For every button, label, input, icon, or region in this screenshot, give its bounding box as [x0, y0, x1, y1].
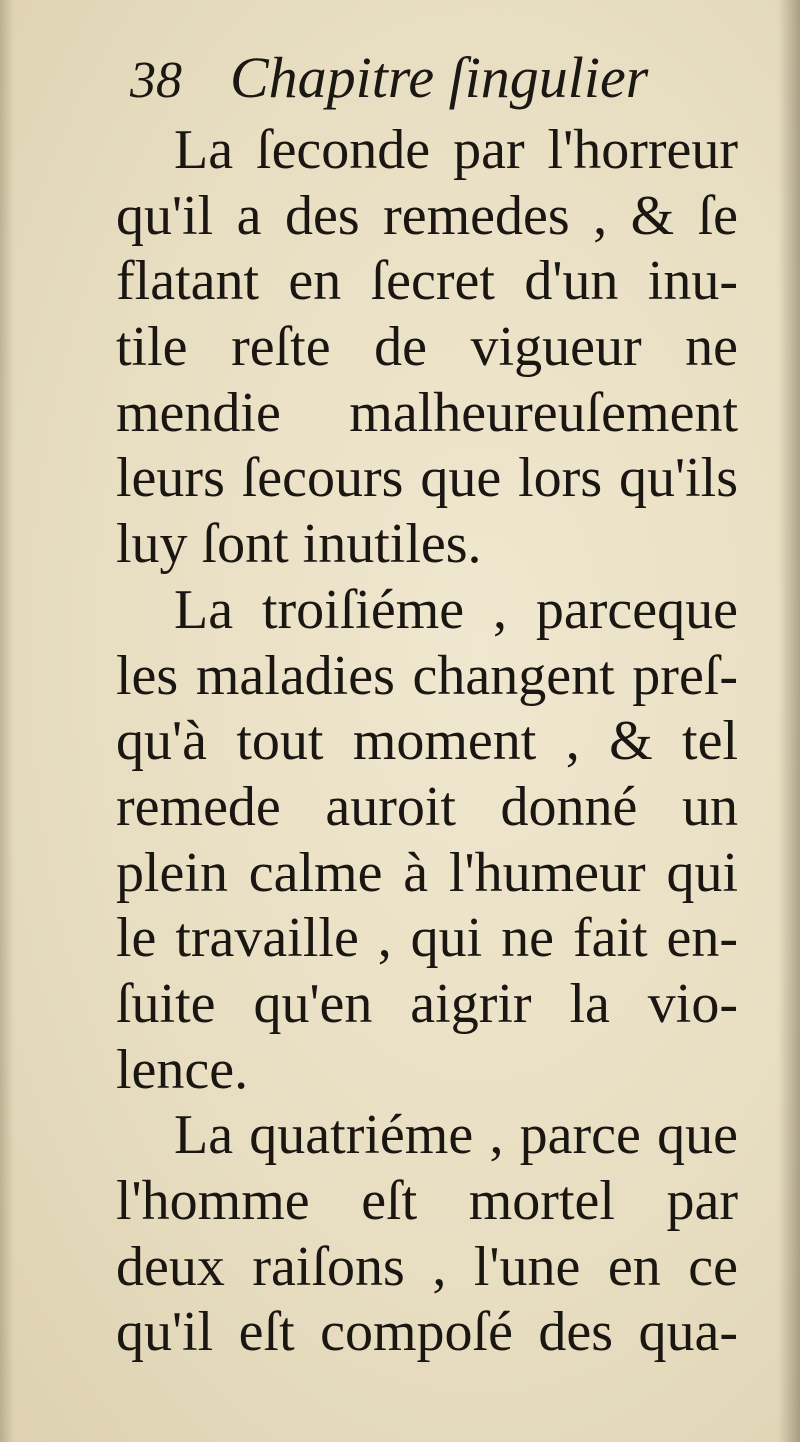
page-header	[130, 44, 648, 111]
text-line: tile reſte de vigueur ne	[116, 316, 738, 379]
text-line: luy ſont inutiles.	[116, 513, 482, 576]
body-text	[116, 118, 738, 1366]
text-line: lence.	[116, 1038, 249, 1101]
text-line: qu'il eſt compoſé des qua-	[116, 1301, 738, 1364]
text-line: qu'il a des remedes , & ſe	[116, 184, 738, 247]
text-line: les maladies changent preſ-	[116, 644, 738, 707]
text-line: ſuite qu'en aigrir la vio-	[116, 972, 738, 1035]
paragraph	[116, 1103, 738, 1366]
text-line: deux raiſons , l'une en ce	[116, 1235, 738, 1298]
paragraph	[116, 578, 738, 1104]
text-line: flatant en ſecret d'un inu-	[116, 250, 738, 313]
running-title: Chapitre ſingulier	[230, 45, 649, 110]
text-line: leurs ſecours que lors qu'ils	[116, 447, 738, 510]
text-line: remede auroit donné un	[116, 775, 738, 838]
text-line: La troiſiéme , parceque	[174, 578, 738, 641]
text-line: La ſeconde par l'horreur	[174, 119, 738, 181]
text-line: La quatriéme , parce que	[174, 1104, 738, 1167]
text-line: l'homme eſt mortel par	[116, 1170, 738, 1232]
text-line: mendie malheureuſement	[116, 381, 738, 444]
paragraph	[116, 118, 738, 578]
text-line: le travaille , qui ne fait en-	[116, 907, 738, 970]
text-line: qu'à tout moment , & tel	[116, 710, 738, 773]
page-number: 38	[130, 52, 182, 109]
text-line: plein calme à l'humeur qui	[116, 841, 738, 904]
